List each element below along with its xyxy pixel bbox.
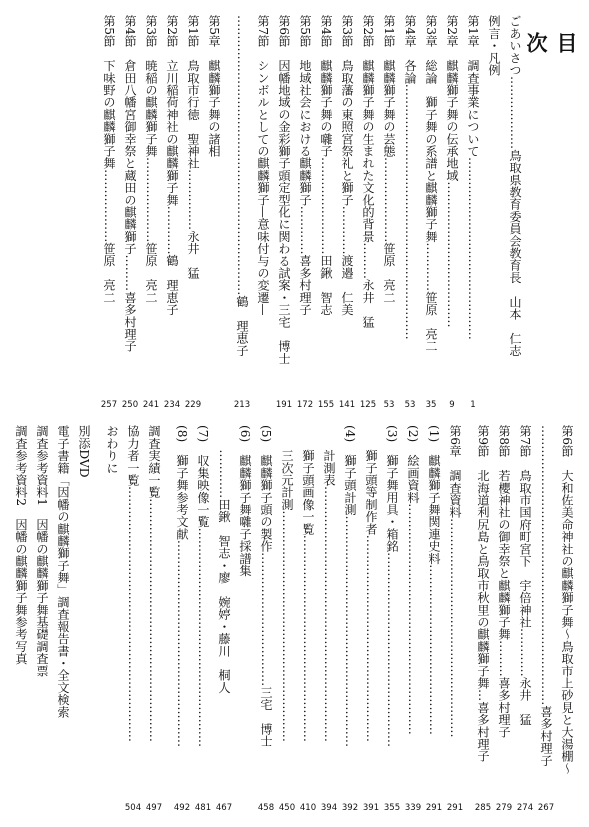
toc-entry-title: 例言・凡例 <box>487 15 501 76</box>
toc-entry <box>515 425 535 813</box>
toc-entry <box>214 425 234 813</box>
toc-entry-title: 第8節 若櫻神社の御幸祭と麒麟獅子舞………喜多村理子 <box>497 425 511 738</box>
toc-entry-page: 191 <box>275 400 293 410</box>
toc-entry-title: 第5節 地域社会における麒麟獅子…………喜多村理子 <box>298 15 312 316</box>
toc-entry <box>123 425 143 813</box>
toc-entry <box>183 15 203 410</box>
toc-entry <box>162 15 182 410</box>
toc-entry-title: 獅子頭画像一覧…………………………………………… <box>301 425 315 742</box>
toc-entry <box>298 425 318 813</box>
toc-entry-title: おわりに <box>105 425 119 474</box>
toc-entry-page: 504 <box>124 803 142 813</box>
toc-entry <box>32 425 52 813</box>
toc-entry-page: 355 <box>383 803 401 813</box>
toc-entry-title: 第2章 麒麟獅子舞の伝承地域……………………………… <box>445 15 459 328</box>
toc-entry-title: (4) 獅子頭計測………………………………………………… <box>343 425 357 748</box>
toc-entry <box>466 425 472 813</box>
toc-entry <box>277 425 297 813</box>
toc-entry-page: 492 <box>173 803 191 813</box>
toc-entry-page: 497 <box>145 803 163 813</box>
toc-entry-title: 第2節 立川稲荷神社の麒麟獅子舞…………鶴 理恵子 <box>165 15 179 316</box>
toc-entry-title: 第6章 調査資料……………………………………………… <box>448 425 462 738</box>
toc-entry-page: 467 <box>215 803 233 813</box>
toc-entry <box>473 425 493 813</box>
toc-entry <box>424 425 444 813</box>
toc-entry-title: (3) 獅子舞用具・箱銘………………………………………… <box>385 425 399 748</box>
toc-entry-page: 481 <box>194 803 212 813</box>
toc-entry <box>445 425 465 813</box>
toc-entry <box>235 425 255 813</box>
toc-entry-title: 第4章 各論……………………………………………………… <box>403 15 417 340</box>
toc-entry-title: 第3節 暁稲の麒麟獅子舞…………………笹原 亮二 <box>144 15 158 304</box>
toc-entry-title: 第4節 倉田八幡宮御幸祭と蔵田の麒麟獅子………喜多村理子 <box>123 15 137 353</box>
toc-top-block <box>98 15 525 410</box>
toc-entry <box>295 15 315 410</box>
toc-entry-title: 第7節 鳥取市国府町宮下 宇倍神社…………永井 猛 <box>518 425 532 726</box>
toc-entry-page: 250 <box>121 400 139 410</box>
toc-entry-title: 第2節 麒麟獅子舞の生まれた文化的背景………永井 猛 <box>361 15 375 328</box>
toc-entry-title: …………田鍬 智志・廖 婉婷・藤川 桐人 <box>217 425 231 694</box>
toc-entry-page: 339 <box>404 803 422 813</box>
toc-bottom-block <box>10 425 577 813</box>
toc-entry-page: 213 <box>233 400 251 410</box>
toc-entry-title: 第5章 麒麟獅子舞の諸相 <box>207 15 221 157</box>
toc-entry-page: 35 <box>425 400 437 410</box>
toc-entry <box>421 15 441 410</box>
toc-entry <box>99 15 119 410</box>
toc-entry-page: 291 <box>446 803 464 813</box>
toc-entry <box>319 425 339 813</box>
toc-entry <box>463 15 483 410</box>
toc-entry <box>536 425 556 813</box>
toc-entry-page: 450 <box>278 803 296 813</box>
toc-entry <box>274 15 294 410</box>
toc-entry <box>361 425 381 813</box>
toc-entry <box>204 15 224 410</box>
toc-entry <box>11 425 31 813</box>
toc-entry-title: 電子書籍「因幡の麒麟獅子舞」調査報告書・全文検索 <box>56 425 70 718</box>
toc-entry <box>74 425 94 813</box>
toc-entry-title: (1) 麒麟獅子舞関連史料…………………………………… <box>427 425 441 735</box>
toc-entry-title: ……………………………………………………………喜多村理子 <box>539 425 553 767</box>
toc-entry <box>102 425 122 813</box>
toc-entry <box>505 15 525 410</box>
toc-entry <box>557 425 577 813</box>
toc-entry-title: 獅子頭等制作者…………………………………………… <box>364 425 378 742</box>
toc-entry-title: 第1節 鳥取市行徳 聖神社……………永井 猛 <box>186 15 200 279</box>
toc-entry-title: (8) 獅子舞参考文献…………………………………………… <box>175 425 189 748</box>
toc-entry-page: 279 <box>495 803 513 813</box>
toc-entry-page: 229 <box>184 400 202 410</box>
toc-entry <box>316 15 336 410</box>
toc-entry-title: 計測表……………………………………………………… <box>322 425 336 742</box>
toc-entry-page: 241 <box>142 400 160 410</box>
toc-entry <box>141 15 161 410</box>
toc-entry-title: 協力者一覧……………………………………………………… <box>126 425 140 742</box>
toc-entry-page: 391 <box>362 803 380 813</box>
toc-entry-title: 第3章 総論 獅子舞の系譜と麒麟獅子舞…………笹原 亮二 <box>424 15 438 353</box>
toc-entry-page: 234 <box>163 400 181 410</box>
toc-entry-page: 125 <box>359 400 377 410</box>
toc-entry <box>253 15 273 410</box>
toc-entry <box>120 15 140 410</box>
toc-entry-page: 394 <box>320 803 338 813</box>
toc-entry-title: 三次元計測………………………………………………… <box>280 425 294 742</box>
toc-entry <box>193 425 213 813</box>
toc-entry <box>232 15 252 410</box>
toc-entry-title: (7) 収集映像一覧……………………………………………… <box>196 425 210 748</box>
toc-entry <box>379 15 399 410</box>
toc-entry <box>225 15 231 410</box>
toc-entry-page: 274 <box>516 803 534 813</box>
toc-entry-title: 第4節 麒麟獅子舞の囃子……………………田鍬 智志 <box>319 15 333 316</box>
toc-entry-title: 調査参考資料2 因幡の麒麟獅子舞参考写真 <box>14 425 28 665</box>
toc-entry-page: 9 <box>449 400 455 410</box>
toc-entry-page: 53 <box>404 400 416 410</box>
toc-entry-page: 155 <box>317 400 335 410</box>
toc-entry <box>53 425 73 813</box>
toc-entry-title: (6) 麒麟獅子舞囃子採譜集 <box>238 425 252 577</box>
toc-entry-page: 285 <box>474 803 492 813</box>
toc-entry-title: 別添DVD <box>77 425 91 478</box>
toc-entry-title: 第6節 大和佐美命神社の麒麟獅子舞～鳥取市上砂見と大湯棚～ <box>560 425 574 775</box>
toc-entry <box>494 425 514 813</box>
toc-entry <box>442 15 462 410</box>
toc-entry-page: 291 <box>425 803 443 813</box>
toc-entry-title: 第1章 調査事業について……………………………………… <box>466 15 480 340</box>
toc-entry <box>484 15 504 410</box>
toc-entry <box>400 15 420 410</box>
toc-entry-title: 第9節 北海道利尻島と鳥取市秋里の麒麟獅子舞…喜多村理子 <box>476 425 490 763</box>
toc-entry <box>95 425 101 813</box>
toc-entry-title: 調査実績一覧…………………………………………………… <box>147 425 161 742</box>
toc-entry-title: 第7節 シンボルとしての麒麟獅子—意味付与の変遷— <box>256 15 270 316</box>
toc-entry-title: 第5節 下味野の麒麟獅子舞………………笹原 亮二 <box>102 15 116 304</box>
toc-entry <box>144 425 164 813</box>
toc-entry-title: ……………………………………………………………鶴 理恵子 <box>235 15 249 357</box>
toc-entry-title: ごあいさつ………………鳥取県教育委員会教育長 山本 仁志 <box>508 15 522 357</box>
toc-entry <box>340 425 360 813</box>
toc-entry-page: 53 <box>383 400 395 410</box>
toc-entry-title: 第1節 麒麟獅子舞の芸態…………………笹原 亮二 <box>382 15 396 304</box>
toc-entry-page: 410 <box>299 803 317 813</box>
toc-entry-title: 第6節 因幡地域の金彩獅子頭定型化に関わる試案・三宅 博士 <box>277 15 291 365</box>
toc-entry-page: 1 <box>470 400 476 410</box>
toc-entry <box>382 425 402 813</box>
toc-entry <box>358 15 378 410</box>
toc-entry-page: 141 <box>338 400 356 410</box>
toc-entry-title: 第3節 鳥取藩の東照宮祭礼と獅子…………渡邉 仁美 <box>340 15 354 316</box>
toc-entry-page: 267 <box>537 803 555 813</box>
toc-entry-page: 257 <box>100 400 118 410</box>
toc-entry-page: 172 <box>296 400 314 410</box>
toc-entry <box>403 425 423 813</box>
toc-entry-page: 392 <box>341 803 359 813</box>
toc-entry-page: 458 <box>257 803 275 813</box>
toc-entry <box>337 15 357 410</box>
toc-entry <box>256 425 276 813</box>
toc-entry <box>165 425 171 813</box>
toc-entry <box>172 425 192 813</box>
page-title: 目 次 <box>524 32 578 114</box>
toc-entry-title: (2) 絵画資料………………………………………………… <box>406 425 420 735</box>
toc-entry-title: 調査参考資料1 因幡の麒麟獅子舞基礎調査票 <box>35 425 49 677</box>
toc-entry-title: (5) 麒麟獅子頭の製作……………………………三宅 博士 <box>259 425 273 748</box>
